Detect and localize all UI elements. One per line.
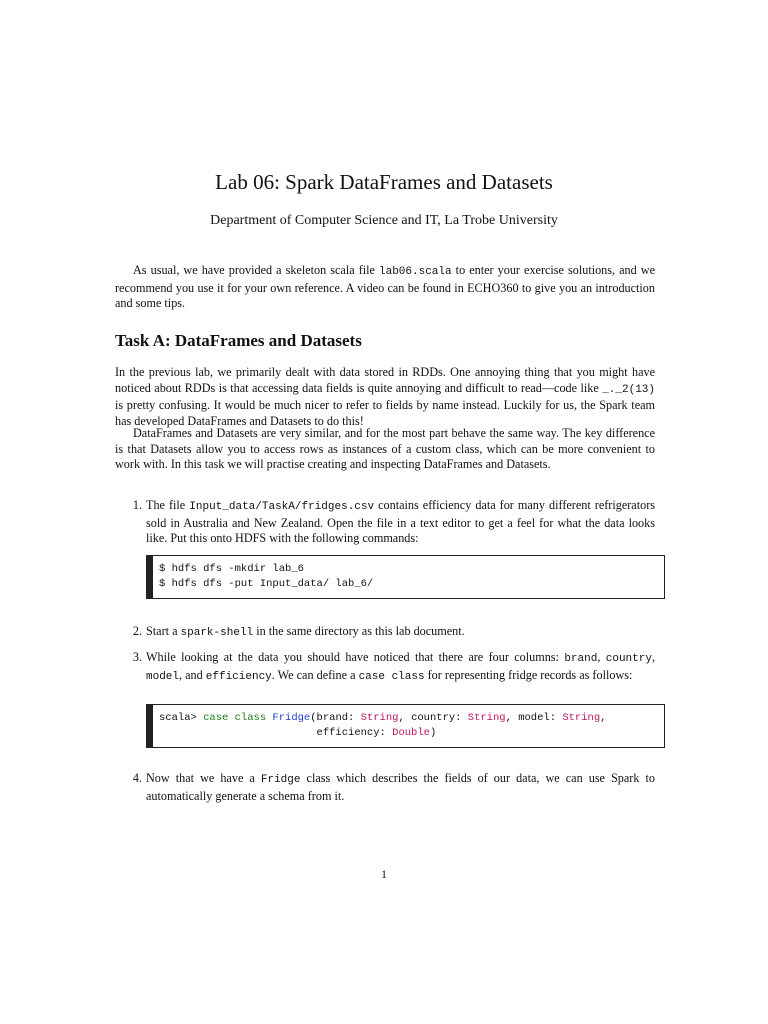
type-name: String — [562, 712, 601, 724]
intro-paragraph: As usual, we have provided a skeleton scala file lab06.scala to enter your exercise solutions, and we recommend you use it for your own reference. A video can be found in ECHO360 to give you an introduction and some tips. — [115, 263, 655, 310]
document-subtitle: Department of Computer Science and IT, La Trobe University — [210, 213, 558, 228]
inline-code: _._2(13) — [602, 383, 655, 396]
list-item-3: 3. While looking at the data you should have noticed that there are four columns: brand, country, model, and efficiency. We can define a case class for representing fridge records as follows: — [128, 650, 655, 685]
code-block-hdfs — [146, 555, 665, 599]
paragraph-dataframes: DataFrames and Datasets are very similar, and for the most part behave the same way. The key difference is that Datasets allow you to access rows as instances of a custom class, which can be more convenient to work with. In this task we will practise creating and inspecting DataFrames and Datasets. — [115, 426, 655, 471]
section-heading: Task A: DataFrames and Datasets — [115, 331, 362, 350]
inline-code: spark-shell — [180, 627, 254, 639]
list-number: 2. — [132, 624, 142, 638]
list-number: 3. — [132, 650, 142, 664]
inline-code: Fridge — [260, 774, 301, 786]
document-title: Lab 06: Spark DataFrames and Datasets — [215, 170, 553, 194]
list-item-1: 1. The file Input_data/TaskA/fridges.csv contains efficiency data for many different refrigerators sold in Australia and New Zealand. Open the file in a text editor to get a feel for what the data looks like. Put this onto HDFS with the following commands: — [128, 498, 655, 547]
code-block-case-class: scala> case class Fridge(brand: String, country: String, model: String, efficiency: Double) — [146, 704, 665, 748]
type-name: String — [467, 712, 506, 724]
list-item-4: 4. Now that we have a Fridge class which describes the fields of our data, we can use Spark to automatically generate a schema from it. — [128, 771, 655, 804]
paragraph-rdd: In the previous lab, we primarily dealt with data stored in RDDs. One annoying thing that you might have noticed about RDDs is that accessing data fields is quite annoying and difficult to read—code like _._2(13) is pretty confusing. It would be much nicer to refer to fields by name instead. Luckily for us, the Spark team has developed DataFrames and Datasets to do this! — [115, 365, 655, 428]
inline-code-filename: lab06.scala — [379, 266, 452, 278]
type-name: String — [360, 712, 399, 724]
list-item-2: 2. Start a spark-shell in the same directory as this lab document. — [128, 624, 655, 642]
list-number: 1. — [132, 498, 142, 512]
type-name: Double — [392, 727, 430, 739]
inline-code-path: Input_data/TaskA/fridges.csv — [189, 501, 375, 513]
code-line: $ hdfs dfs -mkdir lab_6 — [159, 563, 304, 575]
list-number: 4. — [132, 771, 142, 785]
class-name: Fridge — [272, 712, 311, 724]
page-number: 1 — [381, 867, 387, 881]
code-line: $ hdfs dfs -put Input_data/ lab_6/ — [159, 578, 374, 590]
keyword: case class — [203, 712, 273, 724]
